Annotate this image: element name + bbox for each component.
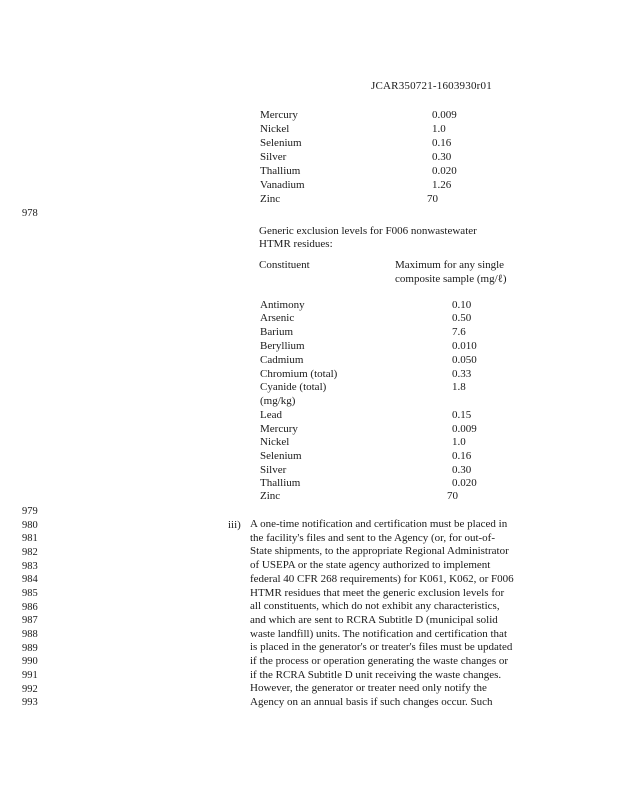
table1-value: 0.009 <box>432 109 457 121</box>
table2-name: Selenium <box>260 450 302 462</box>
table2-value: 0.16 <box>452 450 472 462</box>
table2-name: Barium <box>260 326 293 338</box>
table2-name: Zinc <box>260 490 281 502</box>
table2-name: Nickel <box>260 436 290 448</box>
item-marker: iii) <box>228 519 241 531</box>
line-number: 985 <box>22 588 38 599</box>
table1-name: Selenium <box>260 137 302 149</box>
column-header-maximum-line1: Maximum for any single <box>395 259 505 271</box>
table1-value: 0.16 <box>432 137 452 149</box>
paragraph-line: the facility's files and sent to the Agency (or, for out-of- <box>250 531 495 544</box>
line-number: 981 <box>22 533 38 544</box>
line-number: 993 <box>22 697 38 708</box>
table2-name: Cyanide (total) <box>260 381 327 393</box>
paragraph-line: However, the generator or treater need only notify the <box>250 682 487 695</box>
table1-name: Silver <box>260 151 287 163</box>
table2-value: 1.8 <box>452 381 466 393</box>
table2-name: Cadmium <box>260 354 304 366</box>
line-number: 984 <box>22 574 38 585</box>
table2-value: 0.30 <box>452 464 472 476</box>
line-number: 987 <box>22 615 38 626</box>
document-id: JCAR350721-1603930r01 <box>371 80 492 92</box>
table1-name: Vanadium <box>260 179 305 191</box>
table2-value: 0.010 <box>452 340 477 352</box>
paragraph-line: waste landfill) units. The notification and certification that <box>250 627 507 640</box>
paragraph-line: A one-time notification and certification must be placed in <box>250 518 508 530</box>
section-heading-line1: Generic exclusion levels for F006 nonwastewater <box>259 225 477 237</box>
table2-value: 0.33 <box>452 368 472 380</box>
table2-value: 0.050 <box>452 354 477 366</box>
line-number: 979 <box>22 506 38 517</box>
table2-name: Chromium (total) <box>260 368 338 380</box>
line-number: 980 <box>22 520 38 531</box>
table1-name: Thallium <box>260 165 301 177</box>
table2-value: 0.10 <box>452 299 472 311</box>
paragraph-line: if the process or operation generating the waste changes or <box>250 655 509 668</box>
paragraph-line: Agency on an annual basis if such changes occur. Such <box>250 696 493 709</box>
table2-name: Lead <box>260 409 282 421</box>
table2-value: 1.0 <box>452 436 466 448</box>
table2-value: 0.50 <box>452 312 472 324</box>
table2-value: 0.15 <box>452 409 472 421</box>
table1-value: 1.26 <box>432 179 452 191</box>
line-number: 989 <box>22 643 38 654</box>
paragraph-line: federal 40 CFR 268 requirements) for K061, K062, or F006 <box>250 572 514 585</box>
table2-name: Antimony <box>260 299 305 311</box>
paragraph-line: of USEPA or the state agency authorized to implement <box>250 559 491 572</box>
line-number: 988 <box>22 629 38 640</box>
paragraph-line: if the RCRA Subtitle D unit receiving the waste changes. <box>250 668 502 681</box>
paragraph-line: and which are sent to RCRA Subtitle D (municipal solid <box>250 613 498 626</box>
column-header-maximum-line2: composite sample (mg/ℓ) <box>395 273 507 285</box>
table1-value: 1.0 <box>432 123 446 135</box>
paragraph-line: is placed in the generator's or treater's files must be updated <box>250 641 513 654</box>
table1-value: 70 <box>427 193 438 205</box>
line-number: 983 <box>22 561 38 572</box>
line-number: 978 <box>22 208 38 219</box>
table2-value: 7.6 <box>452 326 466 338</box>
table1-name: Nickel <box>260 123 290 135</box>
line-number: 992 <box>22 684 38 695</box>
table2-name: Thallium <box>260 477 301 489</box>
paragraph-iii <box>250 518 540 710</box>
paragraph-line: State shipments, to the appropriate Regional Administrator <box>250 545 509 558</box>
line-number: 990 <box>22 656 38 667</box>
table2-value: 0.009 <box>452 423 477 435</box>
table2-name: Mercury <box>260 423 298 435</box>
table2-value: 70 <box>447 490 458 502</box>
column-header-constituent: Constituent <box>259 259 310 271</box>
line-number: 991 <box>22 670 38 681</box>
table2-name: Silver <box>260 464 287 476</box>
section-heading-line2: HTMR residues: <box>259 238 333 250</box>
table1-value: 0.30 <box>432 151 452 163</box>
paragraph-line: all constituents, which do not exhibit any characteristics, <box>250 600 500 613</box>
paragraph-line: HTMR residues that meet the generic exclusion levels for <box>250 586 505 599</box>
table2-name: Arsenic <box>260 312 295 324</box>
table1-name: Mercury <box>260 109 298 121</box>
line-number: 986 <box>22 602 38 613</box>
table2-name: (mg/kg) <box>260 395 296 407</box>
line-number: 982 <box>22 547 38 558</box>
table2-name: Beryllium <box>260 340 305 352</box>
table2-value: 0.020 <box>452 477 477 489</box>
table1-value: 0.020 <box>432 165 457 177</box>
table1-name: Zinc <box>260 193 281 205</box>
